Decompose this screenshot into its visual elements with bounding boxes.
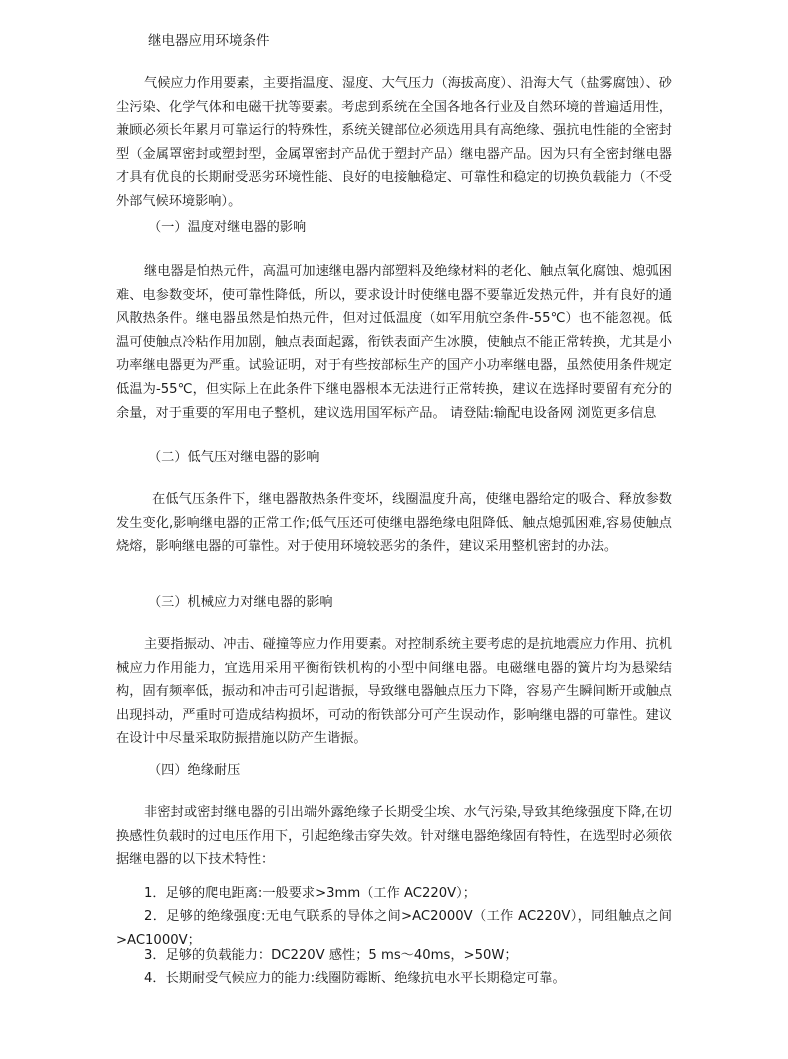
section-heading-temperature: （一）温度对继电器的影响 [148, 220, 307, 235]
section-body-low-pressure: 在低气压条件下，继电器散热条件变坏，线圈温度升高，使继电器给定的吸合、释放参数发生变化,影响继电器的正常工作;低气压还可使继电器绝缘电阻降低、触点熄弧困难,容易使触点烧熔，影响继电器的可靠性。对于使用环境较恶劣的条件，建议采用整机密封的办法。 [116, 492, 672, 555]
section-heading-low-pressure: （二）低气压对继电器的影响 [148, 450, 320, 465]
section-body-mechanical: 主要指振动、冲击、碰撞等应力作用要素。对控制系统主要考虑的是抗地震应力作用、抗机械应力作用能力，宜选用采用平衡衔铁机构的小型中间继电器。电磁继电器的簧片均为悬梁结构，固有频率低，振动和冲击可引起谐振，导致继电器触点压力下降，容易产生瞬间断开或触点出现抖动，严重时可造成结构损坏，可动的衔铁部分可产生误动作，影响继电器的可靠性。建议在设计中尽量采取防振措施以防产生谐振。 [116, 637, 672, 747]
section-body-insulation: 非密封或密封继电器的引出端外露绝缘子长期受尘埃、水气污染,导致其绝缘强度下降,在切换感性负载时的过电压作用下，引起绝缘击穿失效。针对继电器绝缘固有特性，在选型时必须依据继电器的以下技术特性： [116, 805, 672, 868]
list-item: 3．足够的负载能力：DC220V 感性；5 ms～40ms，>50W； [144, 948, 518, 963]
section-heading-insulation: （四）绝缘耐压 [148, 763, 241, 778]
section-body-temperature: 继电器是怕热元件，高温可加速继电器内部塑料及绝缘材料的老化、触点氧化腐蚀、熄弧困难、电参数变坏，使可靠性降低，所以，要求设计时使继电器不要靠近发热元件，并有良好的通风散热条件。继电器虽然是怕热元件，但对过低温度（如军用航空条件-55℃）也不能忽视。低温可使触点冷粘作用加剧，触点表面起露，衔铁表面产生冰膜，使触点不能正常转换，尤其是小功率继电器更为严重。试验证明，对于有些按部标生产的国产小功率继电器，虽然使用条件规定低温为-55℃，但实际上在此条件下继电器根本无法进行正常转换，建议在选择时要留有充分的余量，对于重要的军用电子整机，建议选用国军标产品。 请登陆:输配电设备网 浏览更多信息 [116, 264, 672, 421]
intro-paragraph: 气候应力作用要素，主要指温度、湿度、大气压力（海拔高度）、沿海大气（盐雾腐蚀）、砂尘污染、化学气体和电磁干扰等要素。考虑到系统在全国各地各行业及自然环境的普遍适用性，兼顾必须长年累月可靠运行的特殊性，系统关键部位必须选用具有高绝缘、强抗电性能的全密封型（金属罩密封或塑封型，金属罩密封产品优于塑封产品）继电器产品。因为只有全密封继电器才具有优良的长期耐受恶劣环境性能、良好的电接触稳定、可靠性和稳定的切换负载能力（不受外部气候环境影响）。 [116, 76, 672, 209]
list-item: 4．长期耐受气候应力的能力:线圈防霉断、绝缘抗电水平长期稳定可靠。 [144, 971, 566, 986]
list-item: 2．足够的绝缘强度:无电气联系的导体之间>AC2000V（工作 AC220V），同组触点之间>AC1000V； [116, 909, 672, 948]
list-item: 1．足够的爬电距离:一般要求>3mm（工作 AC220V）； [144, 886, 476, 901]
document-title: 继电器应用环境条件 [148, 33, 270, 49]
section-heading-mechanical: （三）机械应力对继电器的影响 [148, 595, 333, 610]
